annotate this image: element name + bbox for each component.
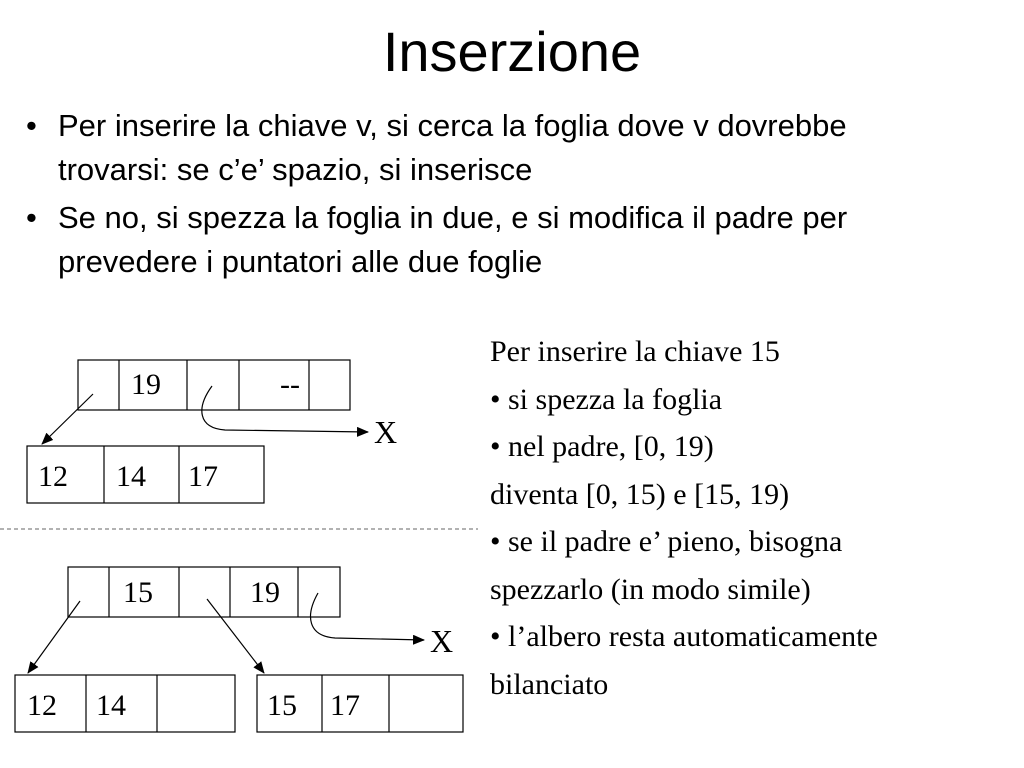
after-left-pointer-arrow <box>28 601 80 673</box>
note-line: • se il padre e’ pieno, bisogna <box>490 525 843 558</box>
note-line: • l’albero resta automaticamente <box>490 620 878 653</box>
after-parent-key: 15 <box>123 576 153 609</box>
after-right-leaf-key: 15 <box>267 689 297 722</box>
after-right-leaf-key: 17 <box>330 689 360 722</box>
note-line: Per inserire la chiave 15 <box>490 335 780 368</box>
after-left-leaf-node <box>15 675 235 732</box>
after-left-leaf-key: 12 <box>27 689 57 722</box>
before-pointer-arrow <box>42 394 93 444</box>
explanation-notes <box>490 328 1020 708</box>
before-parent-key: 19 <box>131 368 161 401</box>
bullet-dot: • <box>26 200 37 235</box>
after-right-pointer-arrow <box>207 599 264 673</box>
bullet-text: Per inserire la chiave v, si cerca la foglia dove v dovrebbe trovarsi: se c’e’ spazio, si inserisce <box>58 108 847 187</box>
before-overflow-label: X <box>374 414 398 450</box>
before-leaf-key: 17 <box>188 460 218 493</box>
after-overflow-label: X <box>430 623 454 659</box>
slide-title: Inserzione <box>382 20 642 83</box>
note-line: diventa [0, 15) e [15, 19) <box>490 477 790 511</box>
after-left-leaf-key: 14 <box>96 689 126 722</box>
bullet-dot: • <box>26 108 37 143</box>
after-parent-key: 19 <box>250 576 280 609</box>
before-parent-node <box>78 360 350 410</box>
before-leaf-key: 12 <box>38 460 68 493</box>
after-parent-node <box>68 567 340 617</box>
bullet-text: Se no, si spezza la foglia in due, e si modifica il padre per prevedere i puntatori alle due foglie <box>58 200 848 279</box>
note-line: • nel padre, [0, 19) <box>490 430 714 463</box>
note-line: • si spezza la foglia <box>490 382 723 416</box>
note-line: spezzarlo (in modo simile) <box>490 572 811 606</box>
note-line: bilanciato <box>490 667 609 701</box>
before-leaf-key: 14 <box>116 460 146 493</box>
before-leaf-node <box>27 446 264 503</box>
before-parent-key: -- <box>280 368 300 401</box>
after-right-leaf-node <box>257 675 463 732</box>
